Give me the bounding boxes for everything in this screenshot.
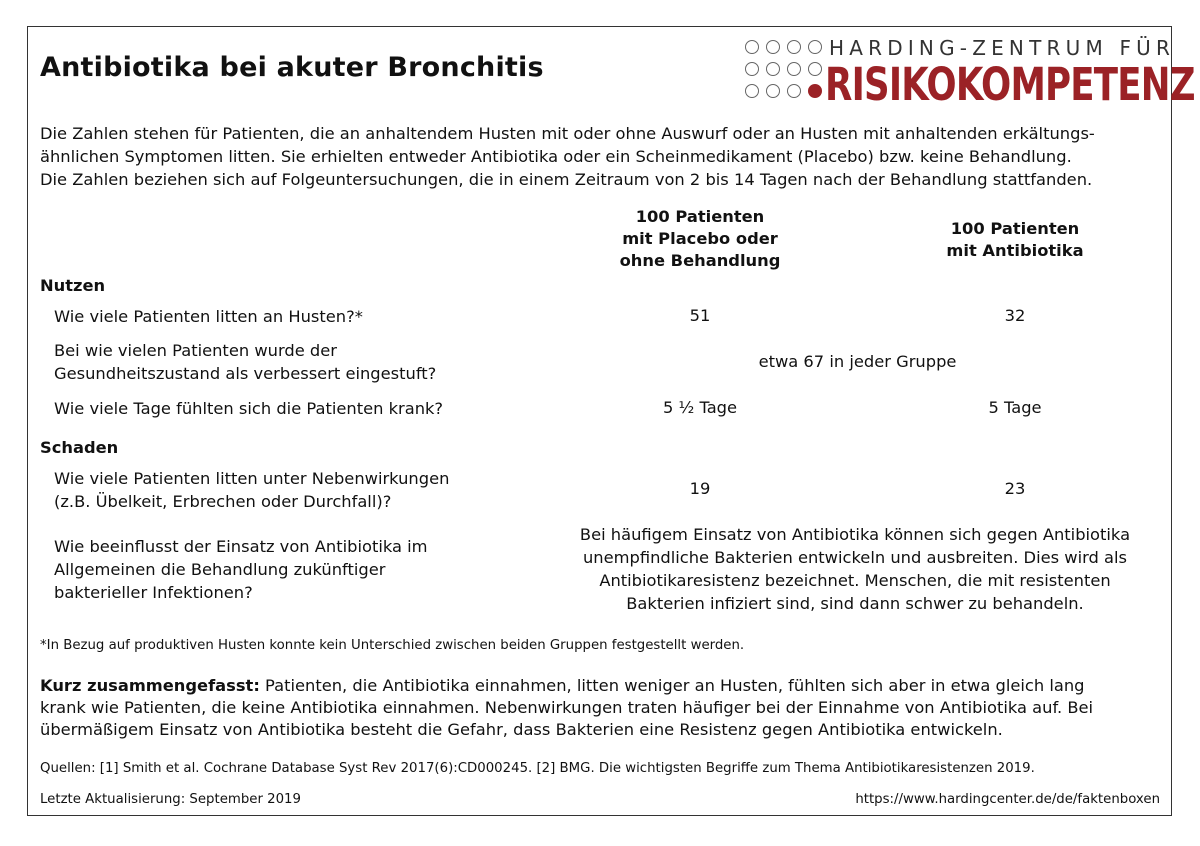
summary-label: Kurz zusammengefasst:: [40, 676, 260, 695]
benefit-question-improved: Bei wie vielen Patienten wurde der Gesundheitszustand als verbessert eingestuft?: [54, 341, 437, 383]
sources: Quellen: [1] Smith et al. Cochrane Database Syst Rev 2017(6):CD000245. [2] BMG. Die wichtigsten Begriffe zum Thema Antibiotikaresistenzen 2019.: [40, 761, 1035, 776]
last-update: Letzte Aktualisierung: September 2019: [40, 792, 301, 807]
value-cough-antibiotika: 32: [1004, 306, 1026, 325]
logo-top-text: HARDING-ZENTRUM FÜR: [829, 36, 1176, 60]
intro-line: Die Zahlen stehen für Patienten, die an anhaltendem Husten mit oder ohne Auswurf oder an Husten mit anhaltenden erkältungs-: [40, 124, 1095, 143]
benefit-question-cough: Wie viele Patienten litten an Husten?*: [54, 307, 363, 326]
footnote: *In Bezug auf produktiven Husten konnte kein Unterschied zwischen beiden Gruppen festgestellt werden.: [40, 638, 745, 653]
value-days-antibiotika: 5 Tage: [988, 398, 1042, 417]
section-heading-harm: Schaden: [40, 438, 119, 457]
value-side-effects-placebo: 19: [689, 479, 711, 498]
intro-line: ähnlichen Symptomen litten. Sie erhielten entweder Antibiotika oder ein Scheinmedikament (Placebo) bzw. keine Behandlung.: [40, 147, 1072, 166]
value-days-placebo: 5 ½ Tage: [662, 398, 738, 417]
column-header-placebo: 100 Patienten mit Placebo oder ohne Behandlung: [619, 207, 781, 270]
harm-question-side-effects: Wie viele Patienten litten unter Nebenwirkungen (z.B. Übelkeit, Erbrechen oder Durchfall)?: [54, 469, 450, 511]
harm-question-resistance: Wie beeinflusst der Einsatz von Antibiotika im Allgemeinen die Behandlung zukünftiger bakterieller Infektionen?: [54, 537, 428, 602]
value-side-effects-antibiotika: 23: [1004, 479, 1026, 498]
section-heading-benefit: Nutzen: [40, 276, 106, 295]
benefit-question-days-sick: Wie viele Tage fühlten sich die Patienten krank?: [54, 399, 444, 418]
value-improved-combined: etwa 67 in jeder Gruppe: [758, 352, 957, 371]
harding-center-logo: [745, 36, 1195, 111]
source-url-link[interactable]: https://www.hardingcenter.de/de/faktenboxen: [855, 792, 1160, 807]
intro-text: [40, 122, 1160, 191]
summary-text: Kurz zusammengefasst: Patienten, die Antibiotika einnahmen, litten weniger an Husten, fühlten sich aber in etwa gleich lang krank wie Patienten, die keine Antibiotika einnahmen. Nebenwirkungen traten häufiger bei der Einnahme von Antibiotika auf. Bei übermäßigem Einsatz von Antibiotika besteht die Gefahr, dass Bakterien eine Resistenz gegen Antibiotika entwickeln.: [40, 676, 1094, 739]
intro-line: Die Zahlen beziehen sich auf Folgeuntersuchungen, die in einem Zeitraum von 2 bis 14 Tagen nach der Behandlung stattfanden.: [40, 170, 1093, 189]
column-header-antibiotika: 100 Patienten mit Antibiotika: [946, 219, 1084, 260]
page-title: Antibiotika bei akuter Bronchitis: [40, 52, 544, 83]
value-cough-placebo: 51: [689, 306, 711, 325]
logo-main-text: RISIKOKOMPETENZ: [825, 58, 1195, 111]
value-resistance-combined: Bei häufigem Einsatz von Antibiotika können sich gegen Antibiotika unempfindliche Bakterien entwickeln und ausbreiten. Dies wird als Antibiotikaresistenz bezeichnet. Menschen, die mit resistenten Bakterien infiziert sind, sind dann schwer zu behandeln.: [579, 525, 1131, 613]
